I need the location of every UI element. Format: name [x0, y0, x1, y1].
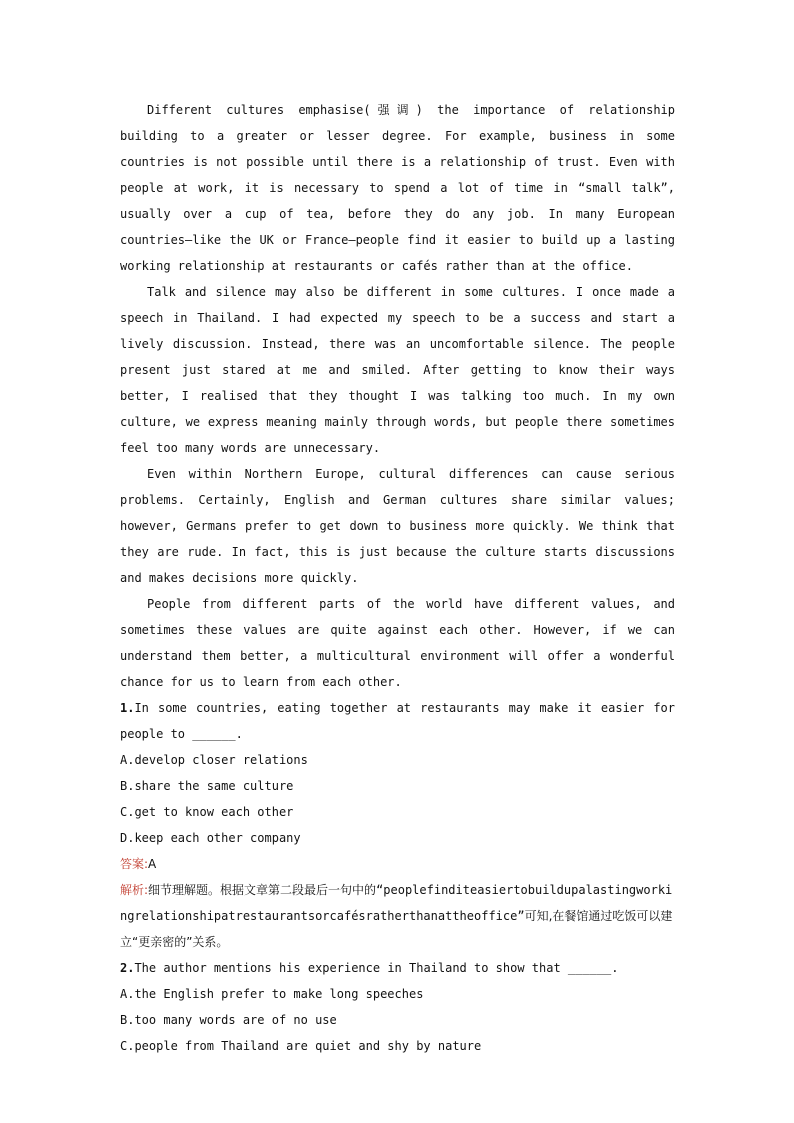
question-2-option-c: C.people from Thailand are quiet and shy by nature — [120, 1039, 482, 1053]
explanation-text-1: 细节理解题。根据文章第二段最后一句中的 — [148, 883, 377, 897]
passage-paragraph-3: Even within Northern Europe, cultural differences can cause serious problems. Certainly, English and German cultures share similar values; however, Germans prefer to get down to business more quickly. We think that they are rude. In fact, this is just because the culture starts discussions and makes decisions more quickly. — [120, 467, 675, 585]
explanation-text-2: 可知,在餐馆通过吃饭可以建立“更亲密的”关系。 — [120, 909, 673, 949]
question-2-option-b: B.too many words are of no use — [120, 1013, 337, 1027]
question-1-stem: In some countries, eating together at restaurants may make it easier for people to ______. — [120, 701, 675, 741]
question-1-answer — [120, 851, 675, 877]
question-1-stem-line — [120, 695, 675, 747]
answer-label: 答案: — [120, 857, 149, 871]
passage-paragraph-1: Different cultures emphasise(强调) the importance of relationship building to a greater or lesser degree. For example, business in some countries is not possible until there is a relationship of trust. Even with people at work, it is necessary to spend a lot of time in “small talk”, usually over a cup of tea, before they do any job. In many European countries—like the UK or France—people find it easier to build up a lasting working relationship at restaurants or cafés rather than at the office. — [120, 103, 675, 273]
question-2-stem: The author mentions his experience in Thailand to show that ______. — [134, 961, 619, 975]
question-1-option-b: B.share the same culture — [120, 779, 294, 793]
question-1-number: 1. — [120, 701, 135, 715]
explanation-quote: “peoplefinditeasiertobuildupalastingworkingrelationshipatrestaurantsorcafésratherthanattheoffice” — [120, 883, 673, 923]
explanation-label: 解析: — [120, 883, 149, 897]
question-1-option-d: D.keep each other company — [120, 831, 301, 845]
passage-paragraph-2: Talk and silence may also be different in some cultures. I once made a speech in Thailand. I had expected my speech to be a success and start a lively discussion. Instead, there was an uncomfortable silence. The people present just stared at me and smiled. After getting to know their ways better, I realised that they thought I was talking too much. In my own culture, we express meaning mainly through words, but people there sometimes feel too many words are unnecessary. — [120, 285, 675, 455]
passage-paragraph-4: People from different parts of the world have different values, and sometimes these values are quite against each other. However, if we can understand them better, a multicultural environment will offer a wonderful chance for us to learn from each other. — [120, 597, 675, 689]
question-2 — [120, 955, 675, 1059]
question-1 — [120, 695, 675, 955]
question-1-option-a: A.develop closer relations — [120, 753, 308, 767]
question-2-number: 2. — [120, 961, 135, 975]
question-1-explanation — [120, 877, 675, 955]
question-1-option-c: C.get to know each other — [120, 805, 294, 819]
question-2-stem-line — [120, 955, 675, 981]
document-content — [120, 97, 675, 1059]
answer-value: A — [148, 857, 157, 871]
question-2-option-a: A.the English prefer to make long speeches — [120, 987, 424, 1001]
